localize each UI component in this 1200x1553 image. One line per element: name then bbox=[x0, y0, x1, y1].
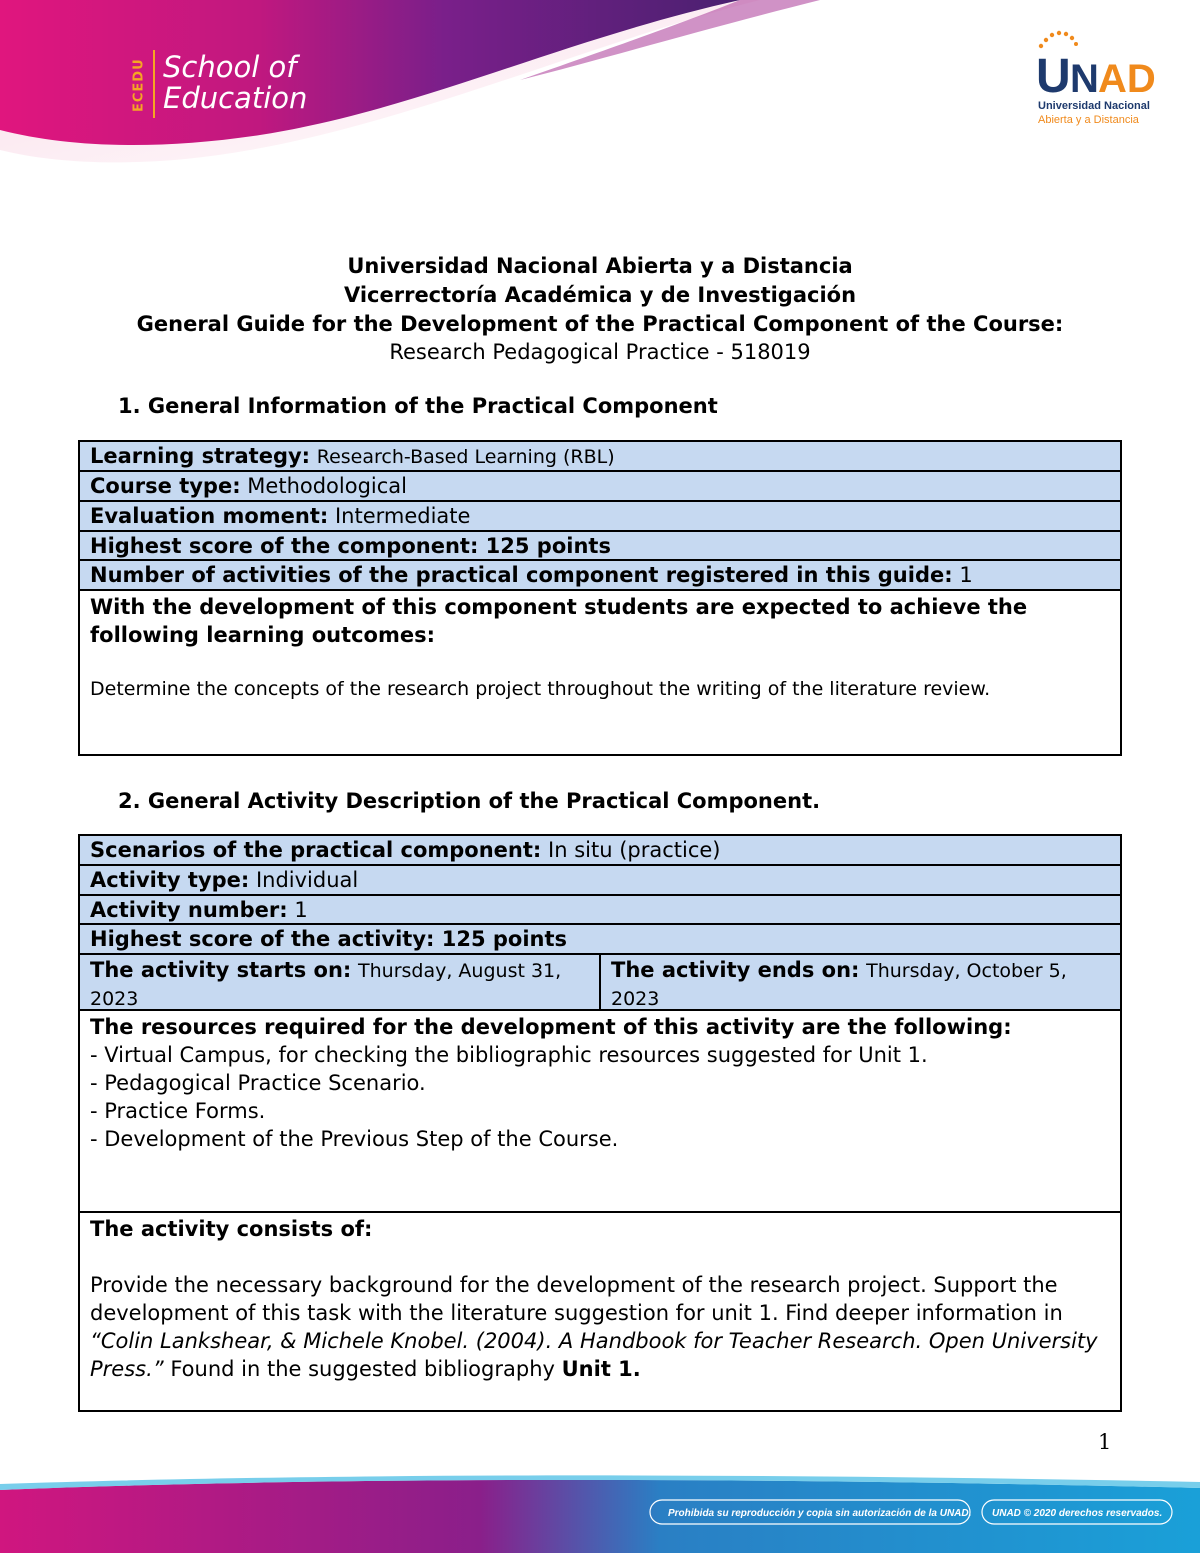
table-row bbox=[80, 896, 1120, 925]
table-row bbox=[80, 1213, 1120, 1412]
end-label: The activity ends on: bbox=[611, 958, 860, 982]
table-row bbox=[80, 502, 1120, 532]
activity-number-label: Activity number: bbox=[90, 898, 288, 922]
evaluation-label: Evaluation moment: bbox=[90, 504, 329, 528]
footer-rights-notice: UNAD © 2020 derechos reservados. bbox=[992, 1508, 1163, 1519]
resource-item: - Virtual Campus, for checking the bibliographic resources suggested for Unit 1. bbox=[90, 1043, 928, 1067]
outcomes-text: Determine the concepts of the research project throughout the writing of the literature review. bbox=[90, 678, 991, 700]
consists-text-2: Found in the suggested bibliography bbox=[163, 1357, 562, 1381]
school-logo-line2: Education bbox=[163, 81, 308, 115]
resource-item: - Practice Forms. bbox=[90, 1099, 266, 1123]
evaluation-value: Intermediate bbox=[334, 504, 471, 528]
table-row bbox=[80, 472, 1120, 502]
start-label: The activity starts on: bbox=[90, 958, 352, 982]
title-guide: General Guide for the Development of the Practical Component of the Course: bbox=[136, 312, 1064, 336]
table-row bbox=[80, 532, 1120, 561]
start-value: Thursday, August 31, 2023 bbox=[90, 960, 562, 1010]
start-date-cell bbox=[80, 955, 601, 1009]
footer-copyright-notice: Prohibida su reproducción y copia sin autorización de la UNAD. bbox=[668, 1508, 972, 1519]
strategy-label: Learning strategy: bbox=[90, 444, 311, 468]
unad-subtitle-line1: Universidad Nacional bbox=[1038, 100, 1150, 112]
section2-heading: 2. General Activity Description of the Practical Component. bbox=[118, 789, 821, 813]
table-row bbox=[80, 442, 1120, 472]
resources-label: The resources required for the development of this activity are the following: bbox=[90, 1015, 1012, 1039]
end-value: Thursday, October 5, 2023 bbox=[611, 960, 1067, 1010]
svg-text:AD: AD bbox=[1098, 57, 1156, 101]
course-type-value: Methodological bbox=[247, 474, 408, 498]
end-date-cell bbox=[601, 955, 1120, 1009]
page-number: 1 bbox=[1098, 1430, 1112, 1454]
consists-citation: “Colin Lankshear, & Michele Knobel. (2004). A Handbook for Teacher Research. Open University Press.” bbox=[90, 1329, 1098, 1381]
svg-text:U: U bbox=[1036, 50, 1071, 103]
table-row bbox=[80, 561, 1120, 591]
strategy-value: Research-Based Learning (RBL) bbox=[316, 446, 615, 468]
component-highest-score: Highest score of the component: 125 points bbox=[90, 534, 611, 558]
table-row bbox=[80, 866, 1120, 896]
section1-heading: 1. General Information of the Practical Component bbox=[118, 394, 718, 418]
title-vicerrectoria: Vicerrectoría Académica y de Investigación bbox=[343, 283, 857, 307]
scenarios-value: In situ (practice) bbox=[548, 838, 721, 862]
title-university: Universidad Nacional Abierta y a Distancia bbox=[347, 254, 853, 278]
consists-unit: Unit 1. bbox=[561, 1357, 641, 1381]
resource-item: - Development of the Previous Step of the Course. bbox=[90, 1127, 619, 1151]
activity-highest-score: Highest score of the activity: 125 points bbox=[90, 927, 568, 951]
activities-count-label: Number of activities of the practical component registered in this guide: bbox=[90, 563, 953, 587]
consists-label: The activity consists of: bbox=[90, 1217, 373, 1241]
title-course: Research Pedagogical Practice - 518019 bbox=[389, 340, 811, 364]
consists-paragraph bbox=[90, 1271, 1110, 1383]
table-row bbox=[80, 836, 1120, 866]
activities-count-value: 1 bbox=[959, 563, 973, 587]
table-row bbox=[80, 1011, 1120, 1213]
activity-description-table bbox=[78, 834, 1122, 1412]
general-info-table bbox=[78, 440, 1122, 756]
scenarios-label: Scenarios of the practical component: bbox=[90, 838, 542, 862]
consists-text: Provide the necessary background for the development of the research project. Support the development of this task with the literature suggestion for unit 1. Find deeper information in bbox=[90, 1273, 1063, 1325]
svg-text:N: N bbox=[1070, 57, 1099, 101]
table-row bbox=[80, 955, 1120, 1011]
course-type-label: Course type: bbox=[90, 474, 241, 498]
unad-subtitle-line2: Abierta y a Distancia bbox=[1038, 114, 1139, 126]
school-logo-line1: School of bbox=[163, 50, 297, 84]
activity-type-value: Individual bbox=[255, 868, 359, 892]
resource-item: - Pedagogical Practice Scenario. bbox=[90, 1071, 426, 1095]
activity-number-value: 1 bbox=[294, 898, 308, 922]
activity-type-label: Activity type: bbox=[90, 868, 250, 892]
logo-divider bbox=[153, 50, 155, 118]
outcomes-label: With the development of this component students are expected to achieve the following learning outcomes: bbox=[90, 595, 1028, 647]
ecedu-label: ECEDU bbox=[131, 58, 147, 112]
table-row bbox=[80, 591, 1120, 754]
table-row bbox=[80, 925, 1120, 955]
